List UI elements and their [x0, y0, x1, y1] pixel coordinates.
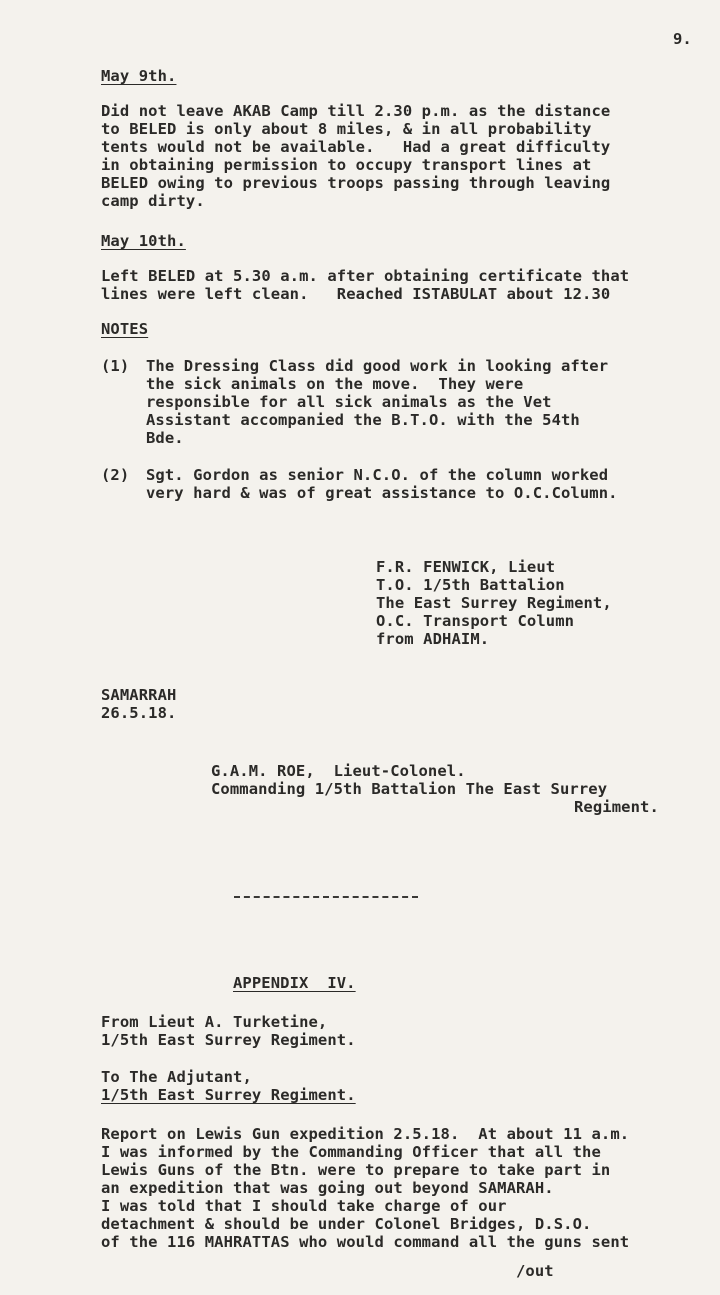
may10-line: lines were left clean. Reached ISTABULAT about 12.30	[101, 285, 611, 303]
may10-line: Left BELED at 5.30 a.m. after obtaining certificate that	[101, 267, 630, 285]
may9-line: to BELED is only about 8 miles, & in all probability	[101, 120, 592, 138]
appendix-body-line: detachment & should be under Colonel Bridges, D.S.O.	[101, 1215, 592, 1233]
may9-heading: May 9th.	[101, 67, 177, 85]
signature2-line: G.A.M. ROE, Lieut-Colonel.	[211, 762, 466, 780]
note-number: (1)	[101, 357, 130, 375]
appendix-to-line: 1/5th East Surrey Regiment.	[101, 1086, 356, 1104]
signature1-line: F.R. FENWICK, Lieut	[376, 558, 556, 576]
place: SAMARRAH	[101, 686, 177, 704]
appendix-body-line: of the 116 MAHRATTAS who would command all the guns sent	[101, 1233, 630, 1251]
note-number: (2)	[101, 466, 130, 484]
date: 26.5.18.	[101, 704, 177, 722]
appendix-body-line: I was informed by the Commanding Officer that all the	[101, 1143, 601, 1161]
notes-heading: NOTES	[101, 320, 149, 338]
may9-line: Did not leave AKAB Camp till 2.30 p.m. as the distance	[101, 102, 611, 120]
signature1-line: T.O. 1/5th Battalion	[376, 576, 565, 594]
note-line: very hard & was of great assistance to O.C.Column.	[146, 484, 618, 502]
appendix-from-line: 1/5th East Surrey Regiment.	[101, 1031, 356, 1049]
appendix-body-line: an expedition that was going out beyond SAMARAH.	[101, 1179, 554, 1197]
may9-line: tents would not be available. Had a great difficulty	[101, 138, 611, 156]
appendix-body-line: I was told that I should take charge of our	[101, 1197, 507, 1215]
section-divider	[234, 896, 418, 898]
continuation-marker: /out	[516, 1262, 554, 1280]
signature1-line: The East Surrey Regiment,	[376, 594, 612, 612]
may9-line: in obtaining permission to occupy transport lines at	[101, 156, 592, 174]
appendix-to-line: To The Adjutant,	[101, 1068, 252, 1086]
appendix-from-line: From Lieut A. Turketine,	[101, 1013, 328, 1031]
signature1-line: O.C. Transport Column	[376, 612, 575, 630]
may9-line: BELED owing to previous troops passing through leaving	[101, 174, 611, 192]
note-line: Assistant accompanied the B.T.O. with the 54th	[146, 411, 580, 429]
may10-heading: May 10th.	[101, 232, 186, 250]
signature1-line: from ADHAIM.	[376, 630, 490, 648]
appendix-body-line: Lewis Guns of the Btn. were to prepare to take part in	[101, 1161, 611, 1179]
note-line: Bde.	[146, 429, 184, 447]
appendix-body-line: Report on Lewis Gun expedition 2.5.18. At about 11 a.m.	[101, 1125, 630, 1143]
appendix-title: APPENDIX IV.	[233, 974, 356, 992]
signature2-line: Commanding 1/5th Battalion The East Surrey	[211, 780, 608, 798]
note-line: The Dressing Class did good work in looking after	[146, 357, 609, 375]
signature2-line: Regiment.	[574, 798, 659, 816]
page-number: 9.	[673, 30, 692, 48]
may9-line: camp dirty.	[101, 192, 205, 210]
note-line: Sgt. Gordon as senior N.C.O. of the column worked	[146, 466, 609, 484]
note-line: the sick animals on the move. They were	[146, 375, 524, 393]
note-line: responsible for all sick animals as the Vet	[146, 393, 552, 411]
